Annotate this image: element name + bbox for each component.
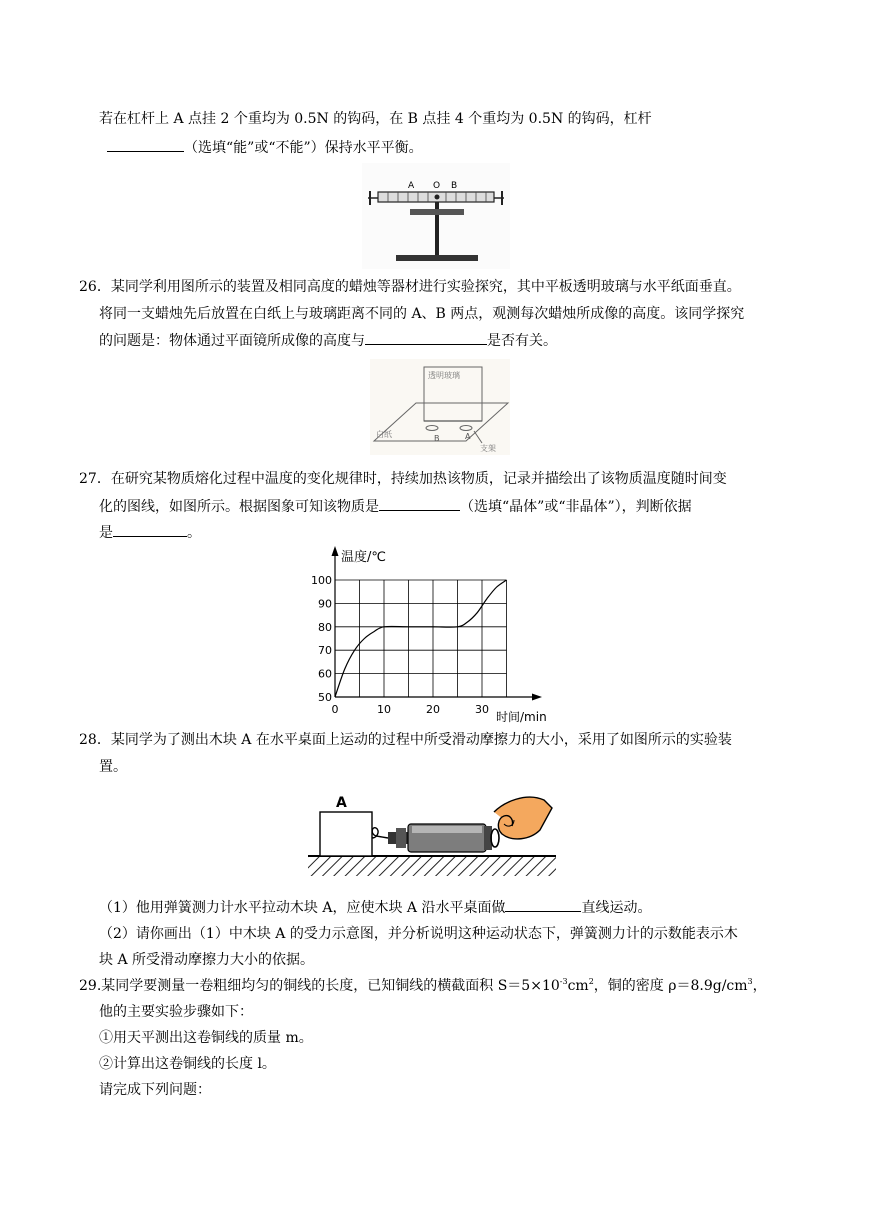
q27-text-line2 (99, 496, 692, 517)
mirror-label-stand: 支架 (480, 444, 496, 453)
q27-text-line1: 27．在研究某物质熔化过程中温度的变化规律时，持续加热该物质，记录并描绘出了该物质温度随时间变 (79, 471, 727, 487)
q26-text-line3a: 的问题是：物体通过平面镜所成像的高度与 (99, 333, 365, 349)
chart-y-axis-label: 温度/℃ (341, 550, 386, 565)
chart-x-tick-label: 10 (377, 703, 391, 716)
q28-sub1a: （1）他用弹簧测力计水平拉动木块 A，应使木块 A 沿水平桌面做 (99, 900, 506, 916)
q27-text-line3 (99, 522, 201, 543)
q27-answer-blank-1[interactable] (379, 496, 460, 511)
q28-text-line1: 28．某同学为了测出木块 A 在水平桌面上运动的过程中所受滑动摩擦力的大小，采用了如图所示的实验装 (79, 732, 732, 748)
mirror-figure (370, 359, 510, 455)
q28-sub1 (99, 897, 651, 918)
q27-answer-blank-2[interactable] (113, 522, 187, 537)
q26-text-line3 (99, 330, 557, 351)
chart-y-tick-label: 50 (318, 691, 332, 704)
mirror-label-b: B (434, 434, 440, 443)
q29-line1c: ，铜的密度 ρ＝8.9g/cm (593, 978, 748, 994)
chart-x-axis-label: 时间/min (496, 710, 547, 724)
friction-experiment-figure (308, 788, 558, 880)
q26-text-line1: 26．某同学利用图所示的装置及相同高度的蜡烛等器材进行实验探究，其中平板透明玻璃与水平纸面垂直。 (79, 279, 741, 295)
chart-y-axis-arrow (332, 546, 339, 556)
q26-text-line2: 将同一支蜡烛先后放置在白纸上与玻璃距离不同的 A、B 两点，观测每次蜡烛所成像的高度。该同学探究 (99, 306, 745, 322)
mirror-label-a: A (465, 432, 471, 441)
chart-x-tick-label: 20 (426, 703, 440, 716)
q29-line1b: cm (567, 978, 589, 994)
q28-text-line2: 置。 (99, 759, 127, 775)
q29-exp-2: 2 (588, 977, 594, 986)
mirror-label-glass: 透明玻璃 (428, 371, 460, 380)
chart-x-tick-label: 30 (475, 703, 489, 716)
chart-series-line (335, 580, 507, 697)
q25-text-line2 (107, 137, 423, 158)
lever-label-a: A (408, 181, 415, 191)
q25-text-line1: 若在杠杆上 A 点挂 2 个重均为 0.5N 的钩码，在 B 点挂 4 个重均为 0.5N 的钩码，杠杆 (99, 111, 652, 127)
q29-line1a: 29.某同学要测量一卷粗细均匀的铜线的长度，已知铜线的横截面积 S＝5×10 (79, 978, 560, 994)
chart-y-tick-label: 100 (311, 574, 332, 587)
q29-step1: ①用天平测出这卷铜线的质量 m。 (99, 1030, 313, 1046)
chart-x-axis-arrow (532, 694, 542, 701)
q29-step2: ②计算出这卷铜线的长度 l。 (99, 1056, 276, 1072)
q25-text-line2-rest: （选填“能”或“不能”）保持水平平衡。 (184, 140, 423, 156)
chart-y-tick-label: 70 (318, 644, 332, 658)
q26-answer-blank[interactable] (365, 330, 487, 345)
q28-sub1b: 直线运动。 (581, 900, 652, 916)
lever-label-b: B (451, 181, 458, 191)
temperature-time-chart (300, 540, 560, 728)
chart-y-tick-label: 80 (318, 620, 332, 634)
q29-text-line3: 请完成下列问题： (99, 1082, 211, 1098)
q27-text-line3b: 。 (187, 525, 201, 541)
q29-exp-1: -3 (559, 977, 568, 986)
q29-line1d: ， (752, 978, 767, 994)
q26-text-line3b: 是否有关。 (487, 333, 557, 349)
block-label-a: A (336, 795, 347, 811)
q27-text-line2a: 化的图线，如图所示。根据图象可知该物质是 (99, 499, 379, 515)
q28-sub2b: 块 A 所受滑动摩擦力大小的依据。 (99, 952, 315, 968)
mirror-label-paper: 白纸 (376, 430, 392, 439)
lever-figure (362, 163, 510, 269)
chart-y-tick-label: 60 (318, 667, 332, 681)
q27-text-line2b: （选填“晶体”或“非晶体”），判断依据 (460, 499, 692, 515)
q25-answer-blank[interactable] (107, 137, 184, 152)
lever-label-o: O (433, 181, 441, 191)
q29-exp-3: 3 (747, 977, 753, 986)
chart-x-tick-label: 0 (331, 703, 339, 716)
chart-y-tick-label: 90 (318, 597, 332, 611)
q28-sub2a: （2）请你画出（1）中木块 A 的受力示意图，并分析说明这种运动状态下，弹簧测力计的示数能表示木 (99, 926, 738, 942)
q28-answer-blank[interactable] (505, 897, 581, 912)
q29-text-line1 (79, 976, 767, 996)
q27-text-line3a: 是 (99, 525, 113, 541)
q29-text-line2: 他的主要实验步骤如下： (99, 1004, 253, 1020)
